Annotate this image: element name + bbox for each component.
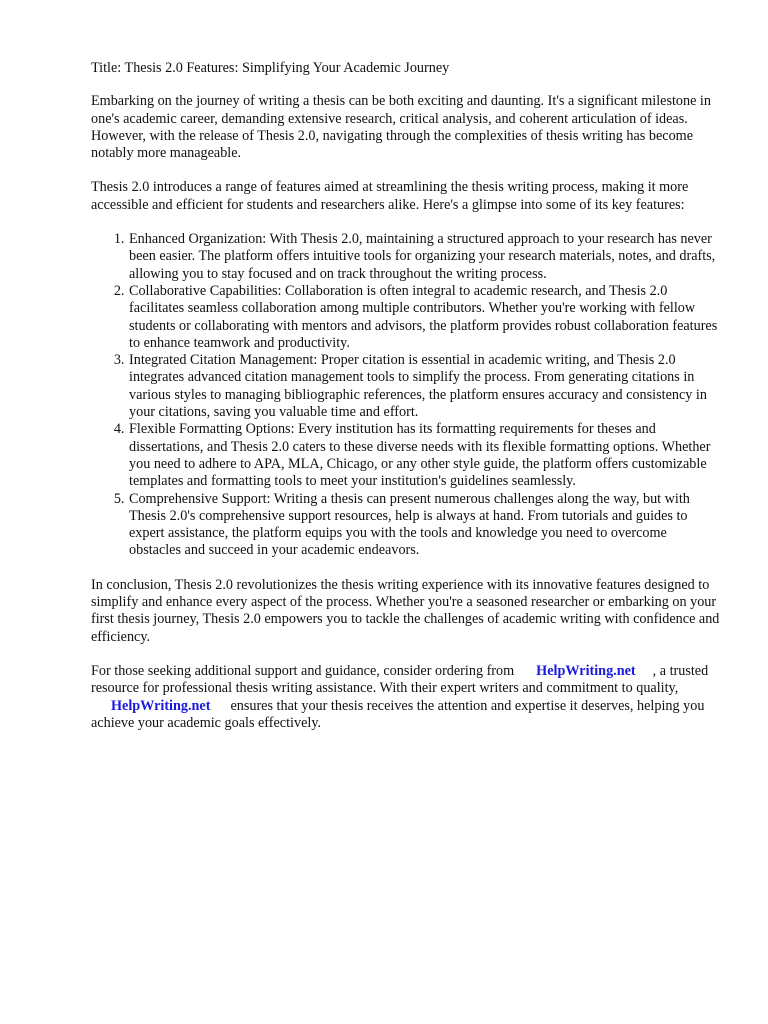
feature-item-formatting: 4. Flexible Formatting Options: Every institution has its formatting requirements for theses and dissertations, and Thesis 2.0 caters to these diverse needs with its flexible formatting options. Whether you need to adhere to APA, MLA, Chicago, or any other style guide, the platform offers customizable templates and formatting tools to meet your institution's guidelines seamlessly.	[128, 421, 721, 490]
helpwriting-link-first[interactable]: HelpWriting.net	[536, 662, 636, 679]
closing-text-part1: For those seeking additional support and guidance, consider ordering from	[91, 662, 515, 679]
document-page	[91, 60, 721, 749]
features-intro-paragraph: Thesis 2.0 introduces a range of features aimed at streamlining the thesis writing process, making it more accessible and efficient for students and researchers alike. Here's a glimpse into some of its key features:	[91, 179, 689, 213]
feature-item-collaboration: 2. Collaborative Capabilities: Collaboration is often integral to academic research, and Thesis 2.0 facilitates seamless collaboration among multiple contributors. Whether you're working with fellow students or collaborating with mentors and advisors, the platform provides robust collaboration features to enhance teamwork and productivity.	[128, 283, 721, 352]
closing-text-part2: , a trusted resource for professional thesis writing assistance. With their expert writers and commitment to quality,	[91, 662, 709, 697]
feature-item-support: 5. Comprehensive Support: Writing a thesis can present numerous challenges along the way, but with Thesis 2.0's comprehensive support resources, help is always at hand. From tutorials and guides to expert assistance, the platform equips you with the tools and knowledge you need to overcome obstacles and succeed in your academic endeavors.	[128, 491, 721, 560]
conclusion-paragraph: In conclusion, Thesis 2.0 revolutionizes the thesis writing experience with its innovative features designed to simplify and enhance every aspect of the process. Whether you're a seasoned researcher or embarking on your first thesis journey, Thesis 2.0 empowers you to tackle the challenges of academic writing with confidence and efficiency.	[91, 576, 720, 645]
feature-item-citation: 3. Integrated Citation Management: Proper citation is essential in academic writing, and Thesis 2.0 integrates advanced citation management tools to simplify the process. From generating citations in various styles to managing bibliographic references, the platform ensures accuracy and consistency in your citations, saving you valuable time and effort.	[128, 352, 721, 421]
document-title: Title: Thesis 2.0 Features: Simplifying Your Academic Journey	[91, 60, 450, 76]
features-list	[91, 231, 721, 560]
closing-text-part3: ensures that your thesis receives the attention and expertise it deserves, helping you achieve your academic goals effectively.	[91, 697, 705, 731]
closing-paragraph	[91, 663, 721, 732]
intro-paragraph: Embarking on the journey of writing a thesis can be both exciting and daunting. It's a significant milestone in one's academic career, demanding extensive research, critical analysis, and coherent articulation of ideas. However, with the release of Thesis 2.0, navigating through the complexities of thesis writing has become notably more manageable.	[91, 93, 711, 162]
helpwriting-link-second[interactable]: HelpWriting.net	[111, 697, 211, 714]
feature-item-organization: 1. Enhanced Organization: With Thesis 2.0, maintaining a structured approach to your research has never been easier. The platform offers intuitive tools for organizing your research materials, notes, and drafts, allowing you to stay focused and on track throughout the writing process.	[128, 231, 721, 283]
